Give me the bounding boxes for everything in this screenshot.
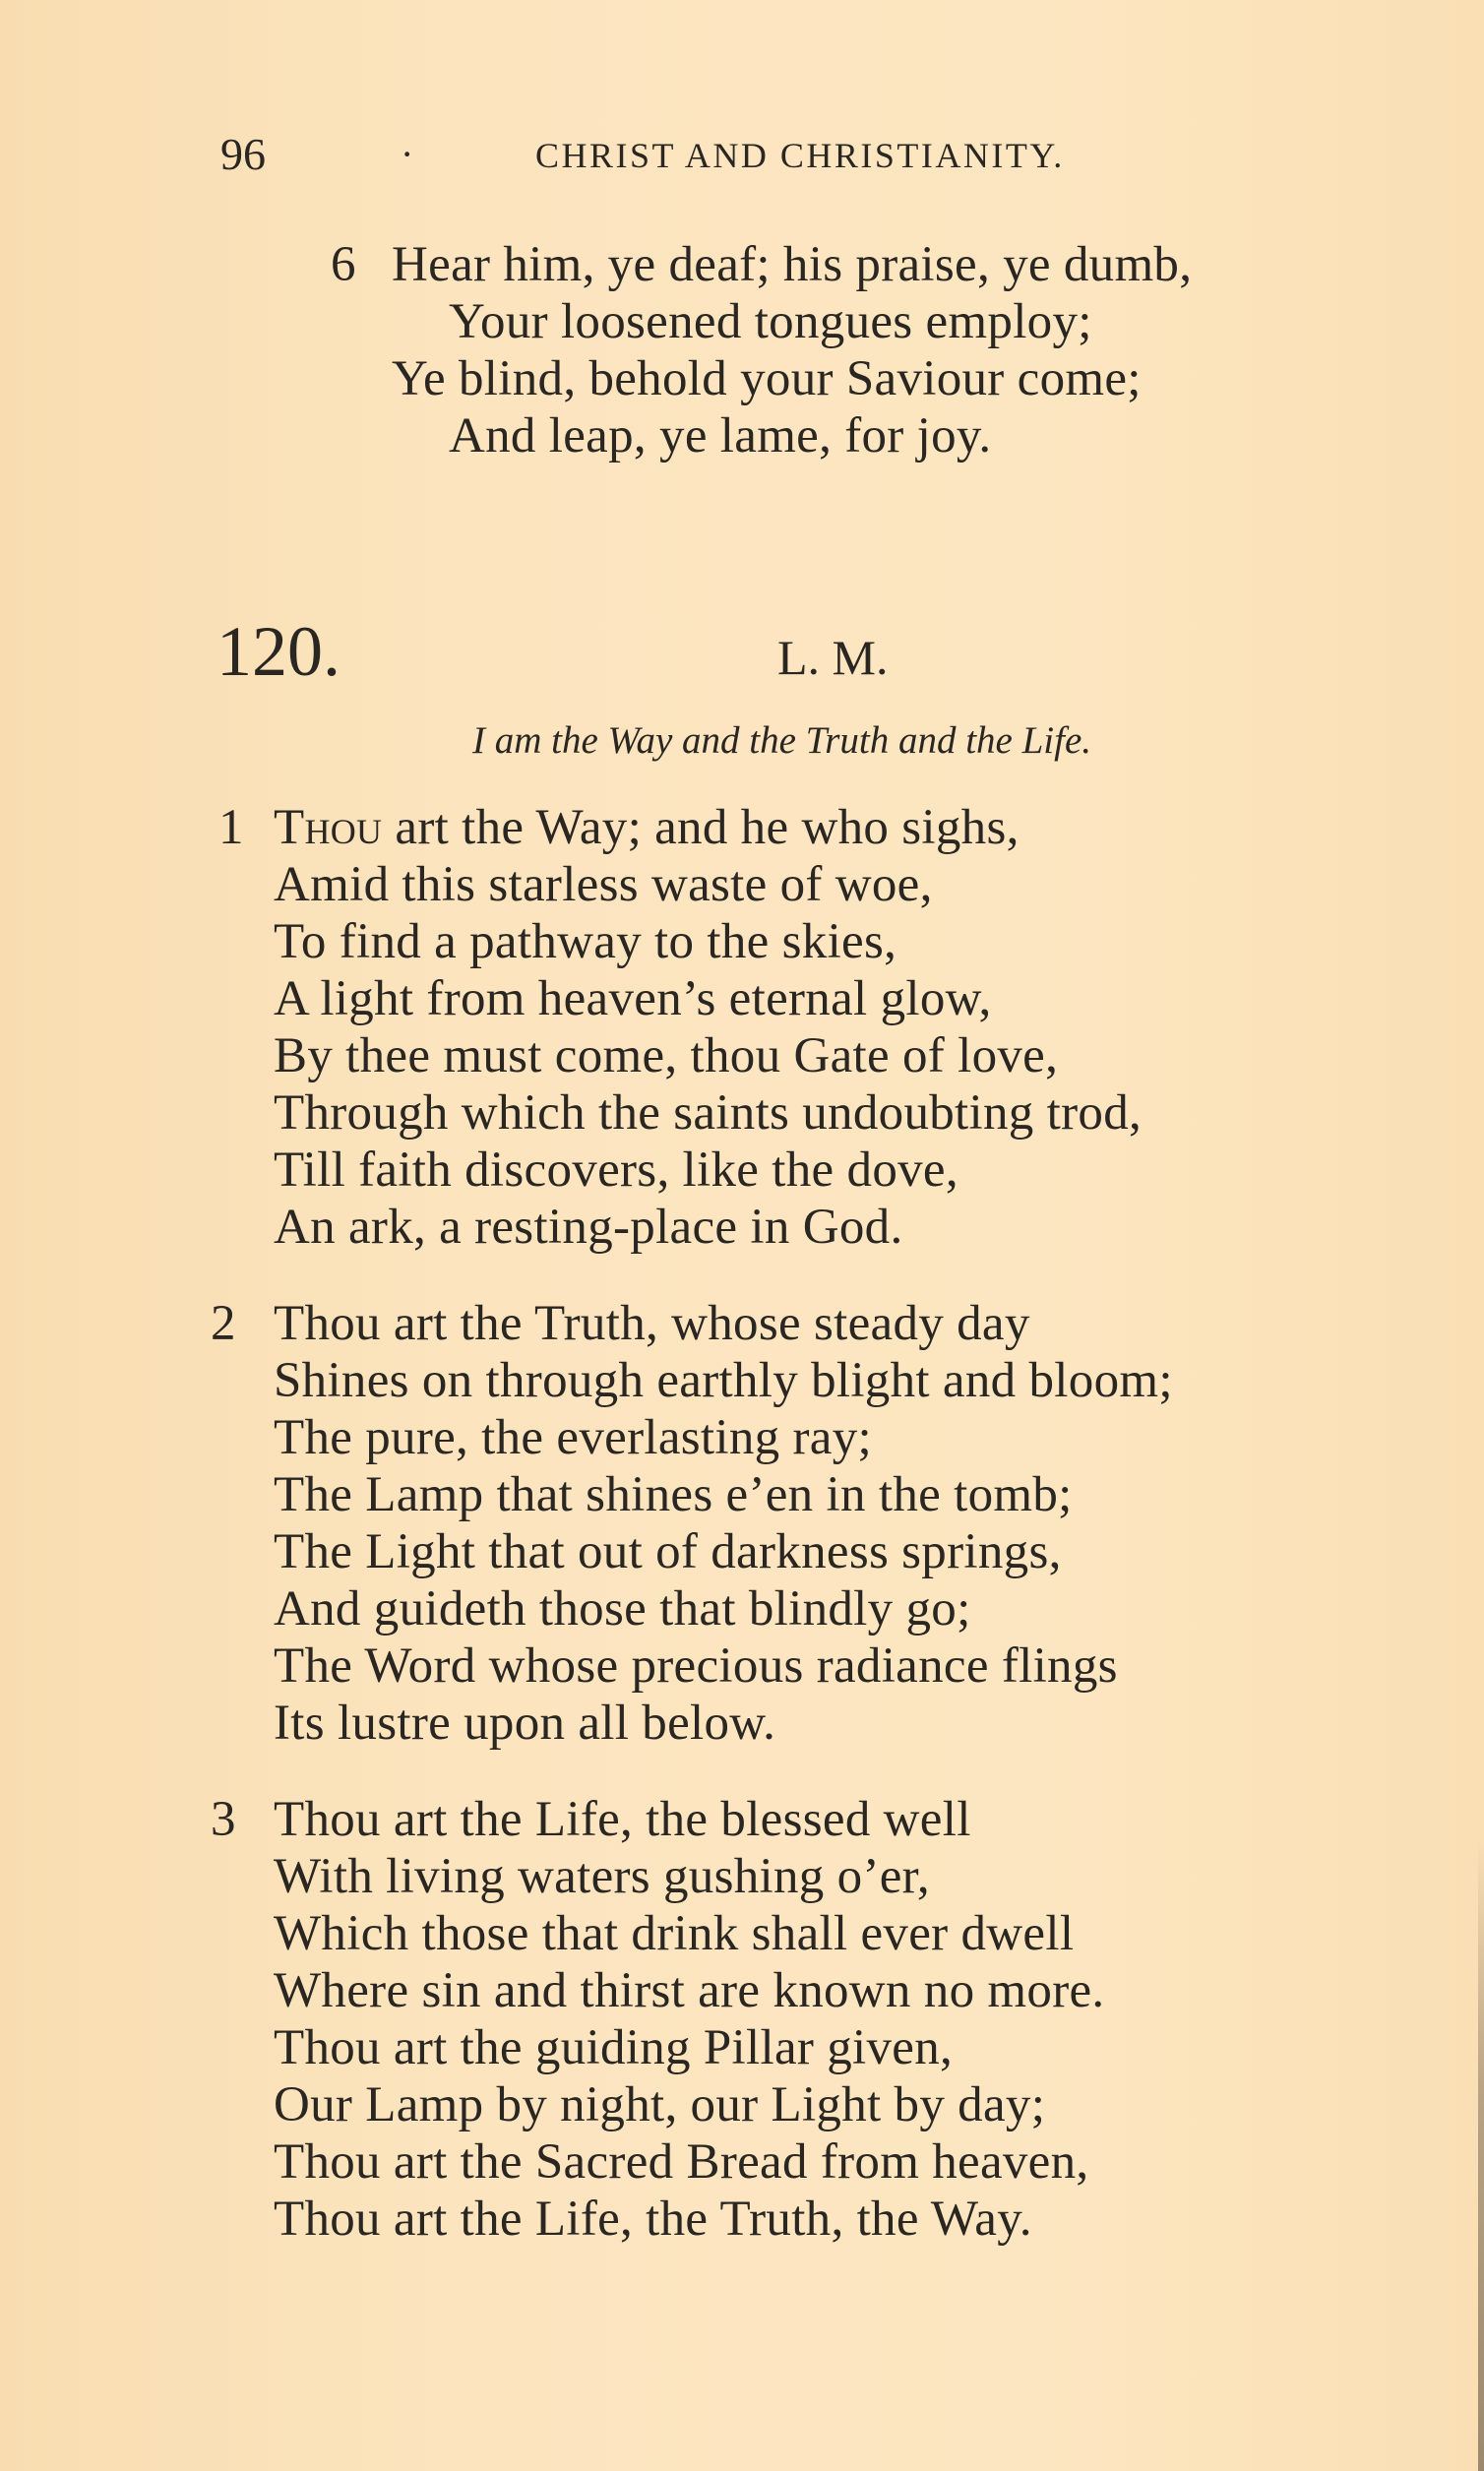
- verse-line-first: [274, 799, 1020, 856]
- stanza-number: 1: [218, 800, 244, 855]
- verse-line: By thee must come, thou Gate of love,: [274, 1028, 1059, 1083]
- verse-line: Hear him, ye deaf; his praise, ye dumb,: [392, 237, 1193, 292]
- verse-line: Thou art the Life, the blessed well: [274, 1792, 971, 1847]
- verse-line: Shines on through earthly blight and bloom;: [274, 1353, 1173, 1408]
- verse-line: Through which the saints undoubting trod,: [274, 1085, 1143, 1141]
- verse-line: Till faith discovers, like the dove,: [274, 1143, 958, 1198]
- verse-line: Thou art the guiding Pillar given,: [274, 2020, 954, 2075]
- verse-line: To find a pathway to the skies,: [274, 914, 897, 969]
- verse-line: A light from heaven’s eternal glow,: [274, 971, 992, 1026]
- verse-line: Amid this starless waste of woe,: [274, 857, 933, 912]
- first-line-rest: art the Way; and he who sighs,: [382, 800, 1020, 855]
- verse-line: The pure, the everlasting ray;: [274, 1410, 873, 1465]
- hymn-epigraph: I am the Way and the Truth and the Life.: [472, 719, 1092, 762]
- hymn-meter: L. M.: [777, 630, 889, 685]
- verse-line: Which those that drink shall ever dwell: [274, 1906, 1075, 1961]
- running-head-dot: ·: [401, 132, 414, 176]
- running-head-title: CHRIST AND CHRISTIANITY.: [535, 136, 1065, 175]
- page-edge-shadow: [1478, 1840, 1484, 2471]
- verse-line: Its lustre upon all below.: [274, 1696, 776, 1751]
- running-head: [220, 130, 1303, 179]
- verse-line: An ark, a resting-place in God.: [274, 1200, 903, 1255]
- stanza-number: 2: [211, 1296, 236, 1351]
- verse-line: Our Lamp by night, our Light by day;: [274, 2077, 1046, 2132]
- verse-line: The Word whose precious radiance flings: [274, 1638, 1118, 1694]
- first-word-smallcaps: Thou: [274, 800, 383, 855]
- page-number: 96: [220, 129, 266, 179]
- verse-line: And leap, ye lame, for joy.: [449, 408, 992, 463]
- verse-line: And guideth those that blindly go;: [274, 1581, 971, 1637]
- verse-line: The Light that out of darkness springs,: [274, 1524, 1062, 1579]
- verse-line: Where sin and thirst are known no more.: [274, 1963, 1105, 2018]
- stanza-number: 6: [331, 237, 356, 292]
- verse-line: Your loosened tongues employ;: [449, 294, 1092, 349]
- verse-line: With living waters gushing o’er,: [274, 1849, 930, 1904]
- verse-line: Thou art the Truth, whose steady day: [274, 1296, 1030, 1351]
- verse-line: Thou art the Life, the Truth, the Way.: [274, 2192, 1032, 2247]
- verse-line: Ye blind, behold your Saviour come;: [392, 351, 1142, 406]
- stanza-number: 3: [211, 1792, 236, 1847]
- hymn-number: 120.: [216, 612, 340, 691]
- verse-line: Thou art the Sacred Bread from heaven,: [274, 2134, 1089, 2190]
- verse-line: The Lamp that shines e’en in the tomb;: [274, 1467, 1073, 1522]
